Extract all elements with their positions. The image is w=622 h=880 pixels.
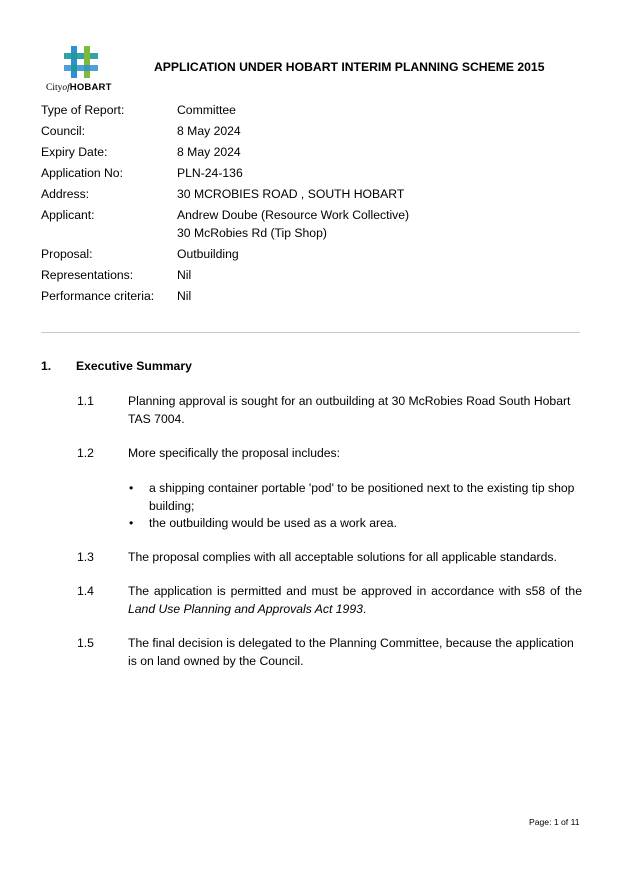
detail-row-expiry: Expiry Date: 8 May 2024: [41, 145, 241, 160]
detail-row-applicant: Applicant: Andrew Doube (Resource Work Collective) 30 McRobies Rd (Tip Shop): [41, 208, 410, 240]
section-heading: 1. Executive Summary: [41, 359, 192, 373]
detail-row-performance-criteria: Performance criteria: Nil: [41, 289, 192, 304]
paragraph-1-3: 1.3 The proposal complies with all acceptable solutions for all applicable standards.: [77, 550, 557, 564]
proposal-bullet-list: [128, 480, 580, 533]
city-of-hobart-logo: [44, 44, 124, 96]
detail-row-address: Address: 30 MCROBIES ROAD , SOUTH HOBART: [41, 187, 405, 202]
paragraph-1-1: 1.1 Planning approval is sought for an outbuilding at 30 McRobies Road South Hobart TAS 7004.: [77, 394, 571, 426]
report-details: [41, 102, 409, 309]
bullet-icon: •: [129, 516, 134, 530]
list-item: • a shipping container portable 'pod' to be positioned next to the existing tip shop building;: [128, 480, 580, 515]
paragraph-1-2: 1.2 More specifically the proposal includes:: [77, 446, 341, 460]
logo-wordmark: CityofHOBART: [46, 82, 112, 93]
applicant-address: 30 McRobies Rd (Tip Shop): [177, 225, 327, 240]
detail-row-application-no: Application No: PLN-24-136: [41, 166, 243, 181]
divider: [41, 332, 580, 333]
detail-row-representations: Representations: Nil: [41, 268, 192, 283]
detail-row-council: Council: 8 May 2024: [41, 124, 241, 139]
hobart-logo-mark-icon: [62, 44, 102, 80]
applicant-name: Andrew Doube (Resource Work Collective): [177, 208, 410, 223]
page-title: APPLICATION UNDER HOBART INTERIM PLANNING SCHEME 2015: [154, 60, 545, 74]
act-title: Land Use Planning and Approvals Act 1993: [128, 601, 363, 616]
bullet-icon: •: [129, 481, 134, 495]
paragraph-1-4: 1.4 The application is permitted and must be approved in accordance with s58 of the Land Use Planning and Approvals Act 1993.: [77, 584, 582, 616]
page-number: Page: 1 of 11: [529, 817, 580, 827]
detail-row-type: Type of Report: Committee: [41, 103, 236, 117]
list-item: • the outbuilding would be used as a work area.: [128, 515, 580, 533]
detail-row-proposal: Proposal: Outbuilding: [41, 247, 239, 262]
paragraph-1-5: 1.5 The final decision is delegated to the Planning Committee, because the application is on land owned by the Council.: [77, 636, 574, 668]
